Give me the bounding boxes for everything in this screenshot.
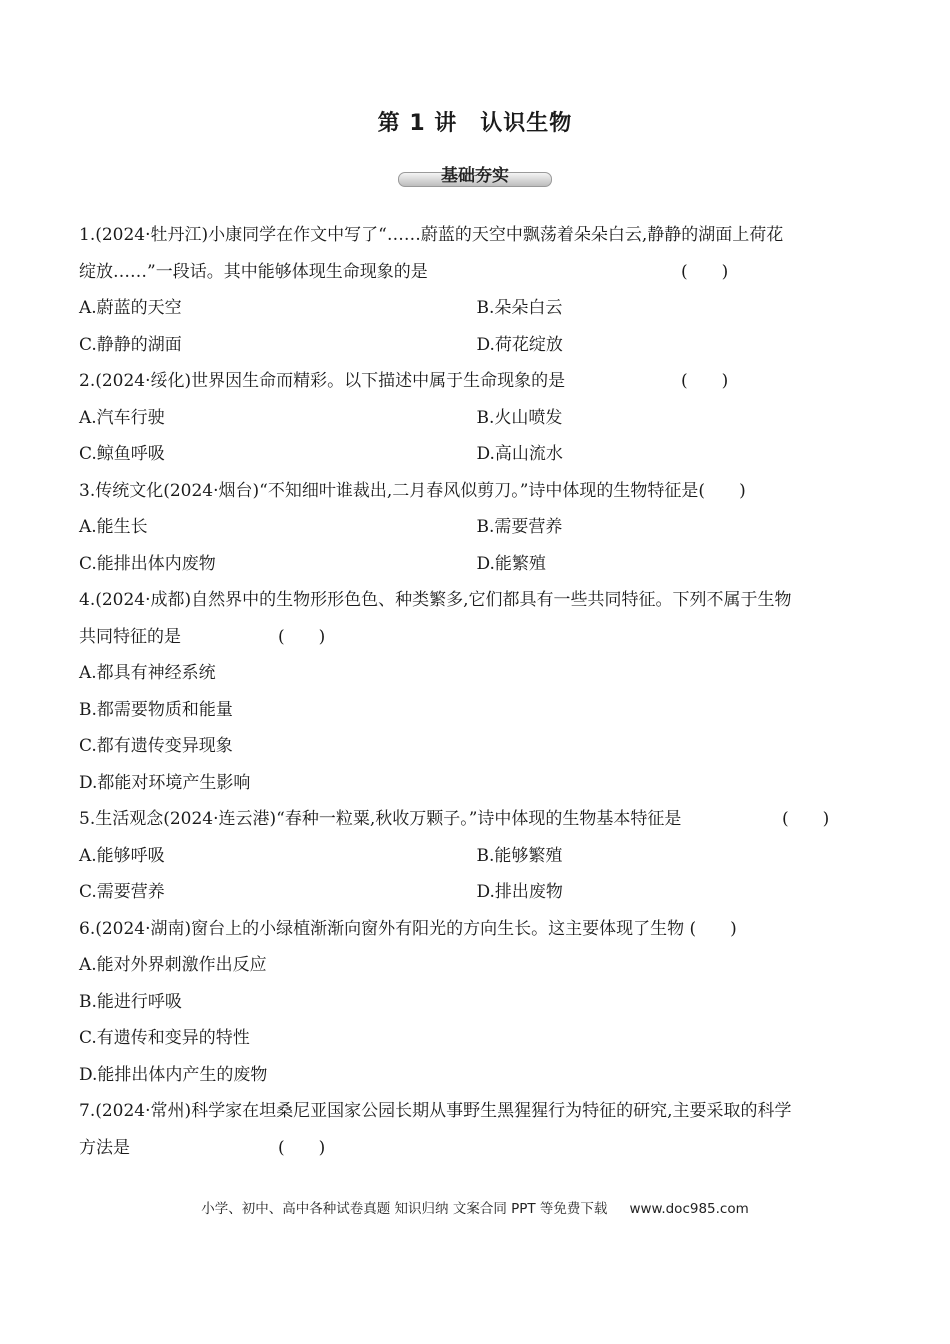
q5-answer-paren: ( ) (782, 809, 830, 829)
q1-answer-paren: ( ) (681, 261, 729, 282)
q4-option-a: A.都具有神经系统 (79, 663, 216, 683)
q3-stem-line1: 3.传统文化(2024·烟台)“不知细叶谁裁出,二月春风似剪刀。”诗中体现的生物特征是( ) (79, 480, 746, 501)
q6-stem-line1: 6.(2024·湖南)窗台上的小绿植渐渐向窗外有阳光的方向生长。这主要体现了生物 ( ) (79, 918, 737, 939)
q2-options-row2 (79, 436, 874, 473)
q5-stem-line1 (79, 801, 874, 838)
q6-option-b: B.能进行呼吸 (79, 991, 182, 1012)
q2-stem-text: 2.(2024·绥化)世界因生命而精彩。以下描述中属于生命现象的是 (79, 371, 566, 391)
q5-option-c: C.需要营养 (79, 882, 165, 902)
q1-stem-text: 绽放……”一段话。其中能够体现生命现象的是 (79, 261, 428, 282)
section-tab (398, 160, 552, 186)
q2-option-d: D.高山流水 (476, 444, 563, 464)
q3-option-d: D.能繁殖 (476, 553, 546, 574)
q7-stem-text: 方法是 (79, 1137, 130, 1158)
q4-option-d: D.都能对环境产生影响 (79, 772, 251, 793)
q2-stem-line1 (79, 363, 874, 400)
q7-stem-line2 (79, 1130, 874, 1167)
q5-option-d: D.排出废物 (476, 882, 563, 902)
q6-option-a: A.能对外界刺激作出反应 (79, 955, 267, 975)
q5-option-b: B.能够繁殖 (476, 845, 563, 866)
q7-stem-line1: 7.(2024·常州)科学家在坦桑尼亚国家公园长期从事野生黑猩猩行为特征的研究,主要采取的科学 (79, 1101, 792, 1121)
q4-stem-text: 共同特征的是 (79, 626, 181, 647)
q6-option-d: D.能排出体内产生的废物 (79, 1064, 268, 1085)
q4-option-c: C.都有遗传变异现象 (79, 736, 233, 756)
q1-option-d: D.荷花绽放 (476, 334, 563, 355)
q5-stem-text: 5.生活观念(2024·连云港)“春种一粒粟,秋收万颗子。”诗中体现的生物基本特征是 (79, 809, 682, 829)
footer-text: 小学、初中、高中各种试卷真题 知识归纳 文案合同 PPT 等免费下载 (201, 1201, 608, 1217)
q4-stem-line1: 4.(2024·成都)自然界中的生物形形色色、种类繁多,它们都具有一些共同特征。下列不属于生物 (79, 590, 792, 610)
footer-site-link[interactable]: www.doc985.com (629, 1201, 749, 1217)
q4-answer-paren: ( ) (278, 626, 326, 647)
q3-options-row2 (79, 546, 874, 583)
section-label: 基础夯实 (441, 166, 509, 186)
page-footer (0, 1197, 950, 1217)
q5-options-row1 (79, 838, 874, 875)
q1-stem-line2 (79, 254, 874, 291)
q3-option-c: C.能排出体内废物 (79, 553, 216, 574)
q4-stem-line2 (79, 619, 874, 656)
q2-answer-paren: ( ) (681, 371, 729, 391)
q1-option-a: A.蔚蓝的天空 (79, 298, 182, 318)
q1-options-row1 (79, 290, 874, 327)
q2-option-a: A.汽车行驶 (79, 407, 165, 428)
q3-options-row1 (79, 509, 874, 546)
q2-option-c: C.鲸鱼呼吸 (79, 444, 165, 464)
q5-option-a: A.能够呼吸 (79, 845, 165, 866)
q7-answer-paren: ( ) (278, 1137, 326, 1158)
q1-option-c: C.静静的湖面 (79, 334, 182, 355)
q2-option-b: B.火山喷发 (476, 407, 563, 428)
question-list (79, 217, 874, 1166)
q4-option-b: B.都需要物质和能量 (79, 699, 233, 720)
q1-stem-line1: 1.(2024·牡丹江)小康同学在作文中写了“……蔚蓝的天空中飘荡着朵朵白云,静静的湖面上荷花 (79, 225, 784, 245)
q5-options-row2 (79, 874, 874, 911)
q1-options-row2 (79, 327, 874, 364)
q3-option-b: B.需要营养 (476, 517, 563, 537)
q1-option-b: B.朵朵白云 (476, 298, 563, 318)
page-title: 第 1 讲 认识生物 (377, 111, 573, 136)
q2-options-row1 (79, 400, 874, 437)
q3-option-a: A.能生长 (79, 517, 148, 537)
q6-option-c: C.有遗传和变异的特性 (79, 1028, 250, 1048)
